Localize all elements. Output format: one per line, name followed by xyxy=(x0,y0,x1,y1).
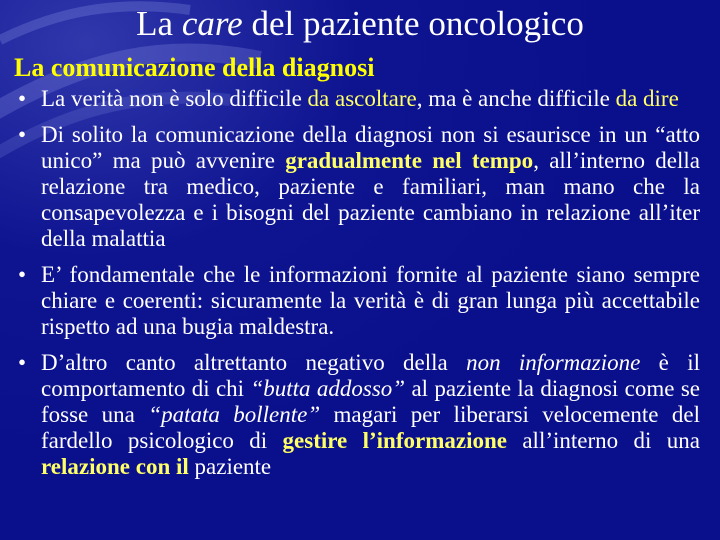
bullet-text: E’ fondamentale che le informazioni fornite al paziente siano sempre chiare e coerenti: sicuramente la verità è di gran lunga più accettabile rispetto ad una bugia maldestra. xyxy=(41,262,700,339)
bullet-item-2 xyxy=(18,122,700,252)
bullet-marker: • xyxy=(18,262,27,287)
bullet-highlight: da dire xyxy=(615,86,679,111)
slide-subtitle: La comunicazione della diagnosi xyxy=(14,53,375,82)
bullet-highlight: relazione con il xyxy=(41,454,189,479)
bullet-highlight: gradualmente nel tempo xyxy=(285,148,534,173)
bullet-marker: • xyxy=(18,122,27,147)
bullet-item-1 xyxy=(18,86,700,112)
title-suffix: del paziente oncologico xyxy=(242,4,584,43)
bullet-italic: non informazione xyxy=(466,350,641,375)
bullet-marker: • xyxy=(18,86,27,111)
bullet-item-3 xyxy=(18,262,700,340)
bullet-text: magari per liberarsi velocemente del fardello psicologico di xyxy=(41,402,700,453)
bullet-text: all’interno di una xyxy=(506,428,700,453)
bullet-text: La verità non è solo difficile xyxy=(41,86,308,111)
bullet-text: al paziente la diagnosi come se fosse una xyxy=(41,376,700,427)
bullet-text: , all’interno della relazione tra medico, paziente e familiari, man mano che la consapevolezza e i bisogni del paziente cambiano in relazione all’iter della malattia xyxy=(41,148,700,251)
bullet-text: paziente xyxy=(188,454,272,479)
bullet-list xyxy=(18,86,700,540)
bullet-italic: “butta addosso” xyxy=(250,376,406,401)
bullet-highlight: da ascoltare xyxy=(307,86,417,111)
bullet-text: D’altro canto altrettanto negativo della xyxy=(41,350,467,375)
bullet-highlight: gestire l’informazione xyxy=(282,428,507,453)
title-italic-word: care xyxy=(181,4,243,43)
bullet-text: , ma è anche difficile xyxy=(416,86,616,111)
bullet-item-4 xyxy=(18,350,700,480)
slide-title xyxy=(0,4,720,44)
bullet-text: Di solito la comunicazione della diagnosi non si esaurisce in un “atto unico” ma può avvenire xyxy=(41,122,700,173)
title-prefix: La xyxy=(136,4,182,43)
bullet-text: è il comportamento di chi xyxy=(41,350,700,401)
bullet-marker: • xyxy=(18,350,27,375)
bullet-italic: “patata bollente” xyxy=(148,402,321,427)
